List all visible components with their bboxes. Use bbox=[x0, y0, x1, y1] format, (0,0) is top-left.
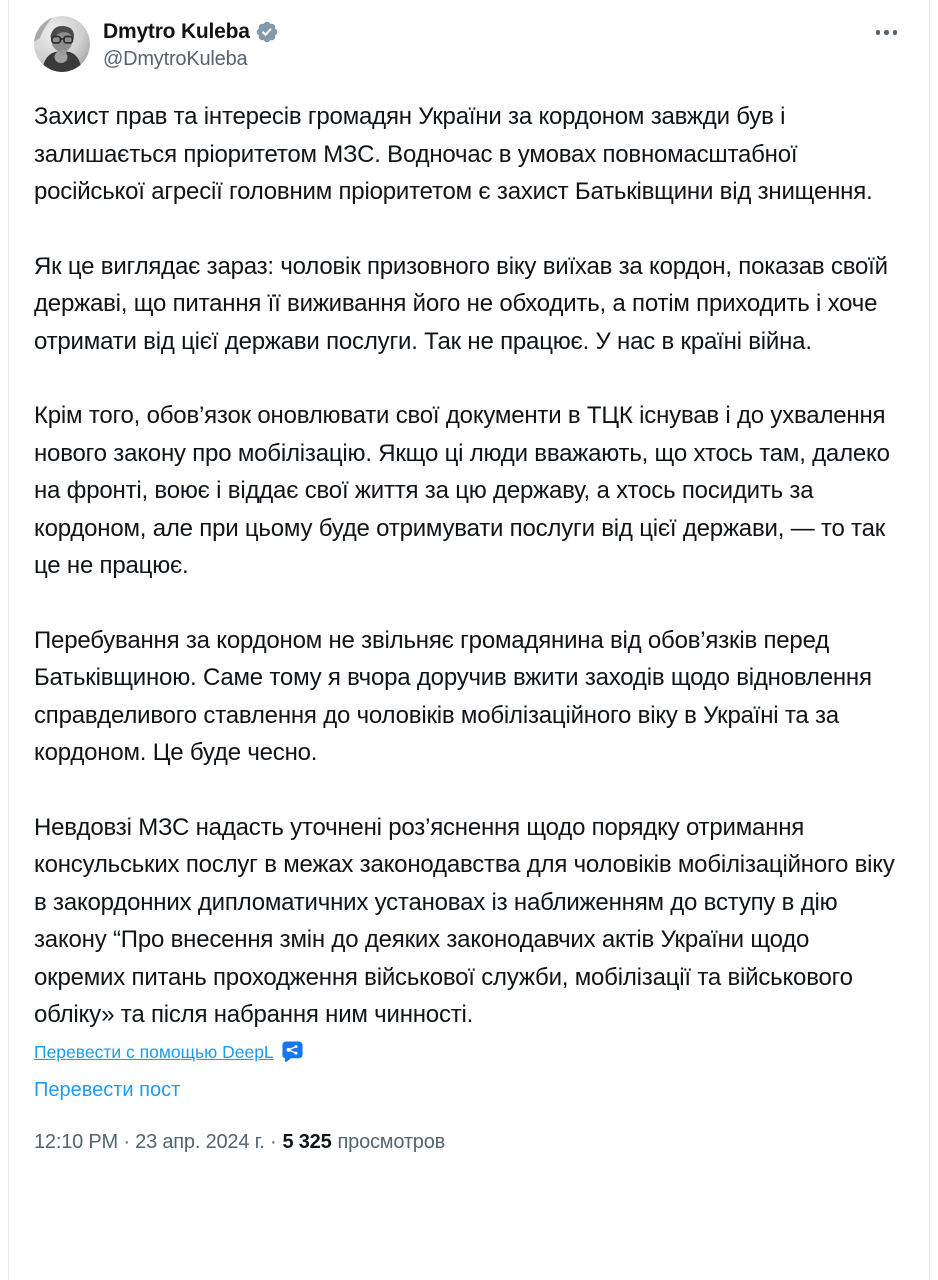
deepl-link-label: Перевести с помощью DeepL bbox=[34, 1041, 274, 1062]
views-label: просмотров bbox=[337, 1130, 446, 1153]
user-handle[interactable]: @DmytroKuleba bbox=[103, 48, 248, 70]
more-menu-button[interactable] bbox=[870, 24, 904, 41]
tweet-text bbox=[34, 98, 905, 1034]
tweet-paragraph: Невдовзі МЗС надасть уточнені роз’яснення щодо порядку отримання консульських послуг в межах законодавства для чоловіків мобілізаційного віку в закордонних дипломатичних установах із наближенням до вступу в дію закону “Про внесення змін до деяких законодавчих актів України щодо окремих питань проходження військової служби, мобілізації та військового обліку» та після набрання ним чинності. bbox=[34, 813, 895, 1028]
tweet-paragraph: Як це виглядає зараз: чоловік призовного віку виїхав за кордон, показав своїй державі, що питання її виживання його не обходить, а потім приходить і хоче отримати від цієї держави послуги. Так не працює. У нас в країні війна. bbox=[34, 252, 888, 355]
translate-post-link[interactable]: Перевести пост bbox=[34, 1078, 181, 1101]
translate-with-deepl-link[interactable] bbox=[34, 1040, 304, 1064]
tweet-meta-row bbox=[34, 1129, 905, 1155]
tweet-paragraph: Захист прав та інтересів громадян України за кордоном завжди був і залишається пріоритетом МЗС. Водночас в умовах повномасштабної російської агресії головним пріоритетом є захист Батьківщини від знищення. bbox=[34, 103, 873, 205]
avatar-photo bbox=[34, 16, 90, 72]
timestamp[interactable]: 12:10 PM · 23 апр. 2024 г. · bbox=[34, 1130, 277, 1153]
deepl-speech-bubble-icon bbox=[281, 1040, 304, 1063]
tweet-detail-column bbox=[8, 0, 930, 1280]
user-names bbox=[103, 16, 279, 72]
tweet-paragraph: Перебування за кордоном не звільняє громадянина від обов’язків перед Батьківщиною. Саме тому я вчора доручив вжити заходів щодо відновлення справделивого ставлення до чоловіків мобілізаційного віку в Україні та за кордоном. Це буде чесно. bbox=[34, 626, 872, 766]
tweet-header bbox=[34, 16, 905, 72]
tweet-paragraph: Крім того, обов’язок оновлювати свої документи в ТЦК існував і до ухвалення нового закону про мобілізацію. Якщо ці люди вважають, що хтось там, далеко на фронті, воює і віддає свої життя за цю державу, а хтось посидить за кордоном, але при цьому буде отримувати послуги від цієї держави, — то так це не працює. bbox=[34, 402, 890, 579]
views-count: 5 325 bbox=[282, 1130, 332, 1153]
verified-badge-icon[interactable] bbox=[255, 20, 279, 44]
three-dots-icon bbox=[876, 30, 881, 35]
display-name[interactable]: Dmytro Kuleba bbox=[103, 20, 250, 43]
avatar[interactable] bbox=[34, 16, 90, 72]
